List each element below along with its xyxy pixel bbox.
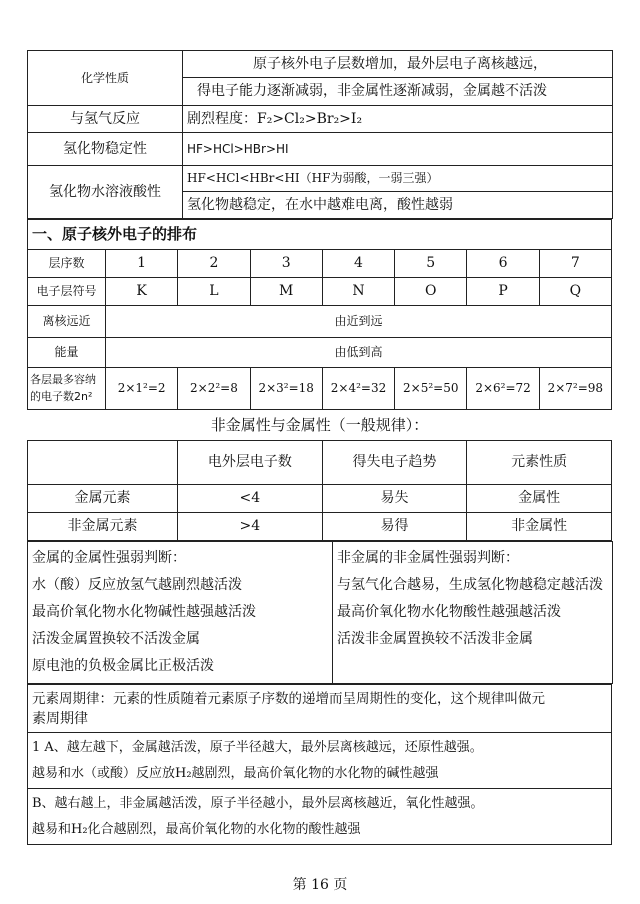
table-cell: 非金属性 — [467, 513, 612, 541]
metal-judge-item: 原电池的负极金属比正极活泼 — [32, 658, 214, 674]
symbol-cell: M — [250, 278, 322, 306]
periodic-law-table — [27, 684, 612, 845]
nonmetal-judge-item: 与氢气化合越易，生成氢化物越稳定越活泼 — [337, 577, 603, 593]
table-cell: <4 — [178, 485, 323, 513]
table-cell: >4 — [178, 513, 323, 541]
nonmetal-judge-item: 活泼非金属置换较不活泼非金属 — [337, 631, 533, 647]
max-electrons-cell: 2×1²=2 — [106, 368, 178, 410]
judgement-table — [27, 541, 613, 684]
layer-cell: 5 — [395, 250, 467, 278]
page-number: 第 16 页 — [292, 877, 348, 893]
layer-cell: 3 — [250, 250, 322, 278]
rule-b-line2: 越易和H₂化合越剧烈，最高价氧化物的水化物的酸性越强 — [32, 821, 361, 837]
metal-judge-item: 金属的金属性强弱判断： — [32, 550, 186, 566]
metal-judge-item: 活泼金属置换较不活泼金属 — [32, 631, 200, 647]
row-label-layer: 层序数 — [28, 250, 106, 278]
symbol-cell: N — [322, 278, 394, 306]
periodic-law-line1: 元素周期律：元素的性质随着元素原子序数的递增而呈周期性的变化，这个规律叫做元 — [32, 690, 545, 707]
rule-a-line1: 1 A、越左越下，金属越活泼，原子半径越大，最外层离核越远，还原性越强。 — [32, 739, 483, 755]
table-cell: 金属元素 — [28, 485, 178, 513]
layer-cell: 4 — [322, 250, 394, 278]
layer-cell: 6 — [467, 250, 539, 278]
periodic-law-line2: 素周期律 — [32, 710, 88, 727]
row-label-symbol: 电子层符号 — [28, 278, 106, 306]
header-cell: 元素性质 — [467, 441, 612, 485]
layer-cell: 1 — [106, 250, 178, 278]
metal-judge-item: 最高价氧化物水化物碱性越强越活泼 — [32, 604, 256, 620]
max-electrons-cell: 2×4²=32 — [322, 368, 394, 410]
symbol-cell: Q — [539, 278, 611, 306]
layer-cell: 7 — [539, 250, 611, 278]
chem-property-line1: 原子核外电子层数增加，最外层电子离核越远， — [183, 51, 612, 78]
rule-b-line1: B、越右越上，非金属越活泼，原子半径越小，最外层离核越近，氧化性越强。 — [32, 795, 484, 811]
row-label-energy: 能量 — [28, 338, 106, 368]
layer-cell: 2 — [178, 250, 250, 278]
symbol-cell: L — [178, 278, 250, 306]
max-electrons-cell: 2×6²=72 — [467, 368, 539, 410]
h2-reaction-label: 与氢气反应 — [28, 106, 183, 133]
hydride-stability-label: 氢化物稳定性 — [28, 133, 183, 166]
distance-text: 由近到远 — [106, 306, 612, 338]
hydride-acidity-line1: HF<HCl<HBr<HI（HF为弱酸，一弱三强） — [183, 166, 612, 192]
nonmetal-judge-item: 非金属的非金属性强弱判断： — [337, 550, 519, 566]
metal-nonmetal-table — [27, 440, 612, 541]
h2-reaction-text: 剧烈程度：F₂>Cl₂>Br₂>I₂ — [183, 106, 613, 133]
header-cell: 得失电子趋势 — [322, 441, 467, 485]
table-cell: 金属性 — [467, 485, 612, 513]
nonmetal-judge-item: 最高价氧化物水化物酸性越强越活泼 — [337, 604, 561, 620]
table-cell: 易得 — [322, 513, 467, 541]
section-heading: 一、原子核外电子的排布 — [28, 220, 612, 250]
halogen-properties-table — [27, 50, 613, 219]
max-electrons-cell: 2×3²=18 — [250, 368, 322, 410]
table-cell: 非金属元素 — [28, 513, 178, 541]
hydride-acidity-label: 氢化物水溶液酸性 — [28, 166, 183, 219]
table-cell: 易失 — [322, 485, 467, 513]
row-label-distance: 离核远近 — [28, 306, 106, 338]
hydride-stability-text: HF>HCl>HBr>HI — [183, 133, 613, 166]
row-label-max-line1: 各层最多容纳 — [30, 373, 96, 386]
document-page — [27, 50, 612, 845]
symbol-cell: O — [395, 278, 467, 306]
max-electrons-cell: 2×7²=98 — [539, 368, 611, 410]
rule-a-line2: 越易和水（或酸）反应放H₂越剧烈，最高价氧化物的水化物的碱性越强 — [32, 765, 439, 781]
row-label-max-line2: 的电子数2n² — [30, 389, 93, 403]
electron-shell-table — [27, 219, 612, 410]
metal-nonmetal-title: 非金属性与金属性（一般规律）： — [210, 416, 429, 434]
symbol-cell: K — [106, 278, 178, 306]
header-cell: 电外层电子数 — [178, 441, 323, 485]
max-electrons-cell: 2×2²=8 — [178, 368, 250, 410]
header-cell — [28, 441, 178, 485]
symbol-cell: P — [467, 278, 539, 306]
chem-property-line2: 得电子能力逐渐减弱，非金属性逐渐减弱，金属越不活泼 — [197, 83, 547, 99]
hydride-acidity-line2: 氢化物越稳定，在水中越难电离，酸性越弱 — [187, 197, 453, 213]
energy-text: 由低到高 — [106, 338, 612, 368]
max-electrons-cell: 2×5²=50 — [395, 368, 467, 410]
chem-property-label: 化学性质 — [28, 51, 183, 106]
metal-judge-item: 水（酸）反应放氢气越剧烈越活泼 — [32, 577, 242, 593]
